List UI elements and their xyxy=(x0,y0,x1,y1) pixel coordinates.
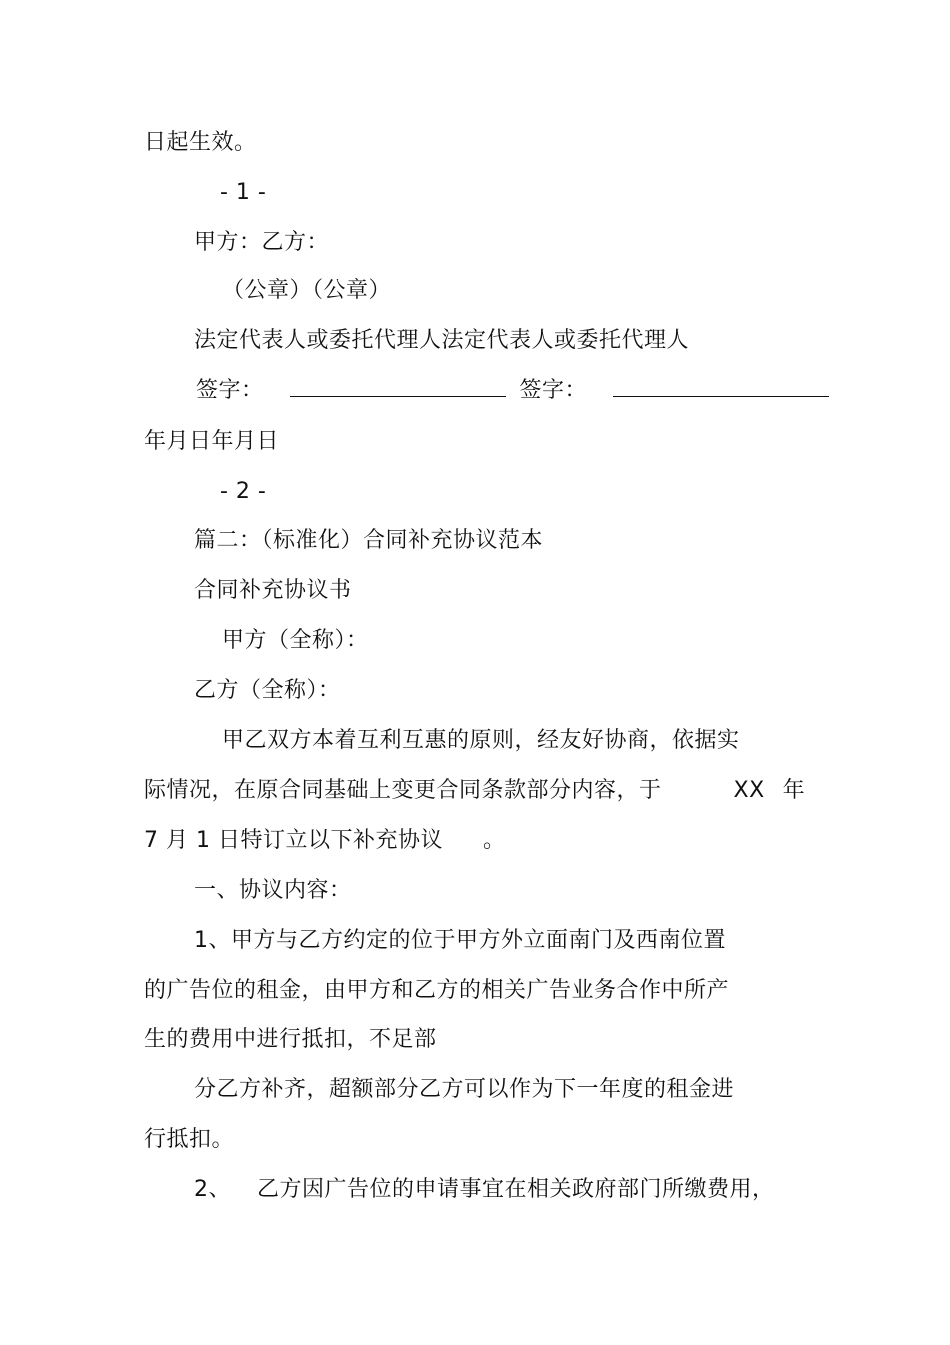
text-segment: XX xyxy=(733,778,765,803)
text-segment: 乙方因广告位的申请事宜在相关政府部门所缴费用， xyxy=(257,1177,775,1202)
signature-label-b: 签字： xyxy=(519,378,588,403)
page-number: - 2 - xyxy=(220,479,267,504)
text-line: 乙方（全称）： xyxy=(194,678,341,703)
text-segment: 7 月 1 日特订立以下补充协议 xyxy=(144,828,443,853)
text-line: 年月日年月日 xyxy=(144,429,280,454)
text-line: 甲方（全称）： xyxy=(222,628,369,653)
text-line xyxy=(144,826,506,856)
text-line: （公章）（公章） xyxy=(222,278,392,303)
signature-line xyxy=(196,376,843,406)
signature-blank-a xyxy=(290,376,506,397)
text-line: 分乙方补齐，超额部分乙方可以作为下一年度的租金进 xyxy=(194,1077,735,1102)
text-line: 行抵扣。 xyxy=(144,1127,235,1152)
text-segment: 年 xyxy=(782,778,806,803)
text-line: 生的费用中进行抵扣，不足部 xyxy=(144,1027,437,1052)
text-line: 的广告位的租金，由甲方和乙方的相关广告业务合作中所产 xyxy=(144,978,730,1003)
text-line: 日起生效。 xyxy=(144,130,257,155)
text-line xyxy=(144,776,805,806)
signature-blank-b xyxy=(613,376,829,397)
signature-label-a: 签字： xyxy=(196,378,264,403)
text-line: 一、协议内容： xyxy=(194,878,352,903)
text-segment: 。 xyxy=(482,828,506,853)
text-line: 1、甲方与乙方约定的位于甲方外立面南门及西南位置 xyxy=(194,928,726,953)
text-line: 法定代表人或委托代理人法定代表人或委托代理人 xyxy=(194,328,690,353)
text-segment: 际情况，在原合同基础上变更合同条款部分内容，于 xyxy=(144,778,662,803)
page-number: - 1 - xyxy=(220,180,267,205)
text-line: 甲方：乙方： xyxy=(194,230,330,255)
text-line xyxy=(194,1175,775,1205)
text-line: 甲乙双方本着互利互惠的原则，经友好协商，依据实 xyxy=(222,728,740,753)
text-segment: 2、 xyxy=(194,1177,231,1202)
document-title: 合同补充协议书 xyxy=(194,578,352,603)
section-heading: 篇二：（标准化）合同补充协议范本 xyxy=(194,528,544,553)
